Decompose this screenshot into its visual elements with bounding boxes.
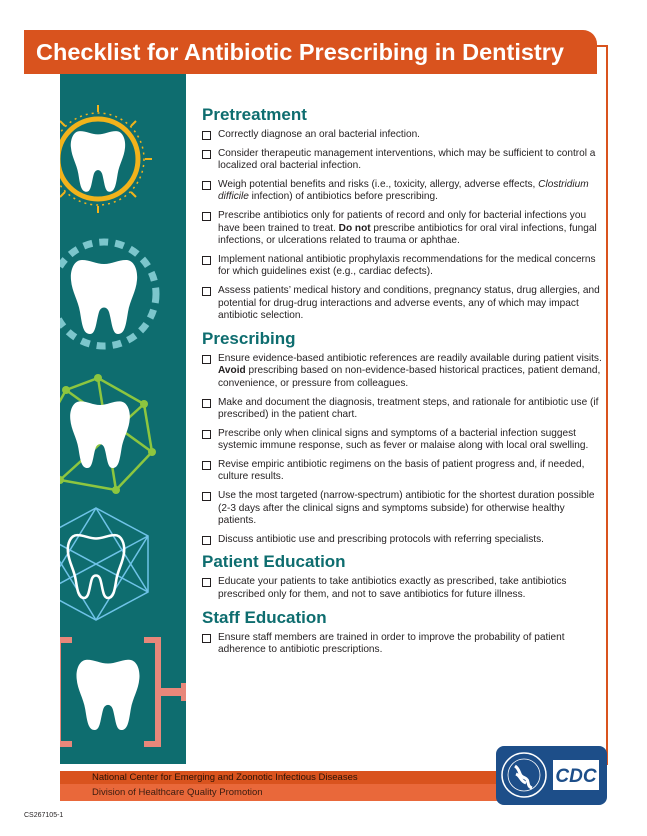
- checklist-item[interactable]: Educate your patients to take antibiotics exactly as prescribed, take antibiotics prescribed only for them, and not to save antibiotics for future illness.: [202, 576, 602, 601]
- checklist-item[interactable]: Discuss antibiotic use and prescribing protocols with referring specialists.: [202, 534, 602, 547]
- page-title: Checklist for Antibiotic Prescribing in Dentistry: [36, 39, 564, 65]
- cdc-logo-text: CDC: [555, 766, 597, 787]
- section-heading: Prescribing: [202, 328, 296, 348]
- frame-line-right: [606, 45, 608, 765]
- checklist-content: [202, 105, 602, 663]
- tooth-sun-icon: [60, 105, 152, 213]
- section-heading: Patient Education: [202, 552, 346, 572]
- document-id: CS267105-1: [24, 812, 64, 819]
- footer-band: [60, 771, 550, 801]
- checklist-item[interactable]: Correctly diagnose an oral bacterial infection.: [202, 129, 602, 142]
- section-staff-education: [202, 608, 602, 657]
- checklist-item[interactable]: Prescribe only when clinical signs and symptoms of a bacterial infection suggest systemic immune response, such as fever or malaise along with local oral swelling.: [202, 428, 602, 453]
- checklist-item[interactable]: Ensure staff members are trained in order to improve the probability of patient adherence to antibiotic prescriptions.: [202, 632, 602, 657]
- checklist-item[interactable]: Prescribe antibiotics only for patients of record and only for bacterial infections you have been trained to treat. Do not prescribe antibiotics for oral viral infections, fungal infections, or ulcerations related to trauma or aphthae.: [202, 210, 602, 248]
- checklist-item[interactable]: Consider therapeutic management interventions, which may be sufficient to control a localized oral bacterial infection.: [202, 148, 602, 173]
- footer-center-name: National Center for Emerging and Zoonotic Infectious Diseases: [92, 772, 358, 783]
- checklist-item[interactable]: Use the most targeted (narrow-spectrum) antibiotic for the shortest duration possible (2-3 days after the clinical signs and symptoms subside) for otherwise healthy patients.: [202, 490, 602, 528]
- tooth-clamp-icon: [60, 640, 186, 744]
- section-heading: Staff Education: [202, 607, 327, 627]
- footer-division-name: Division of Healthcare Quality Promotion: [92, 787, 263, 798]
- checklist-item[interactable]: Ensure evidence-based antibiotic references are readily available during patient visits. Avoid prescribing based on non-evidence-based historical practices, patient demand, convenience, or pressure from colleagues.: [202, 353, 602, 391]
- tooth-hexagon-icon: [60, 508, 148, 620]
- section-patient-education: [202, 552, 602, 601]
- section-heading: Pretreatment: [202, 105, 307, 124]
- tooth-dashed-ring-icon: [60, 242, 156, 346]
- title-bar: [24, 30, 597, 74]
- checklist-item[interactable]: Implement national antibiotic prophylaxis recommendations for the medical concerns for which guidelines exist (e.g., cardiac defects).: [202, 254, 602, 279]
- tooth-network-icon: [60, 374, 156, 494]
- section-pretreatment: [202, 105, 602, 323]
- checklist-item[interactable]: Weigh potential benefits and risks (i.e., toxicity, allergy, adverse effects, Clostridium difficile infection) of antibiotics before prescribing.: [202, 179, 602, 204]
- checklist-item[interactable]: Assess patients’ medical history and conditions, pregnancy status, drug allergies, and potential for drug-drug interactions and adverse events, any of which may impact antibiotic selection.: [202, 285, 602, 323]
- cdc-logo: [496, 746, 607, 805]
- checklist-item[interactable]: Make and document the diagnosis, treatment steps, and rationale for antibiotic use (if prescribed) in the patient chart.: [202, 397, 602, 422]
- sidebar-illustrations: [60, 74, 186, 764]
- section-prescribing: [202, 329, 602, 547]
- checklist-item[interactable]: Revise empiric antibiotic regimens on the basis of patient progress and, if needed, culture results.: [202, 459, 602, 484]
